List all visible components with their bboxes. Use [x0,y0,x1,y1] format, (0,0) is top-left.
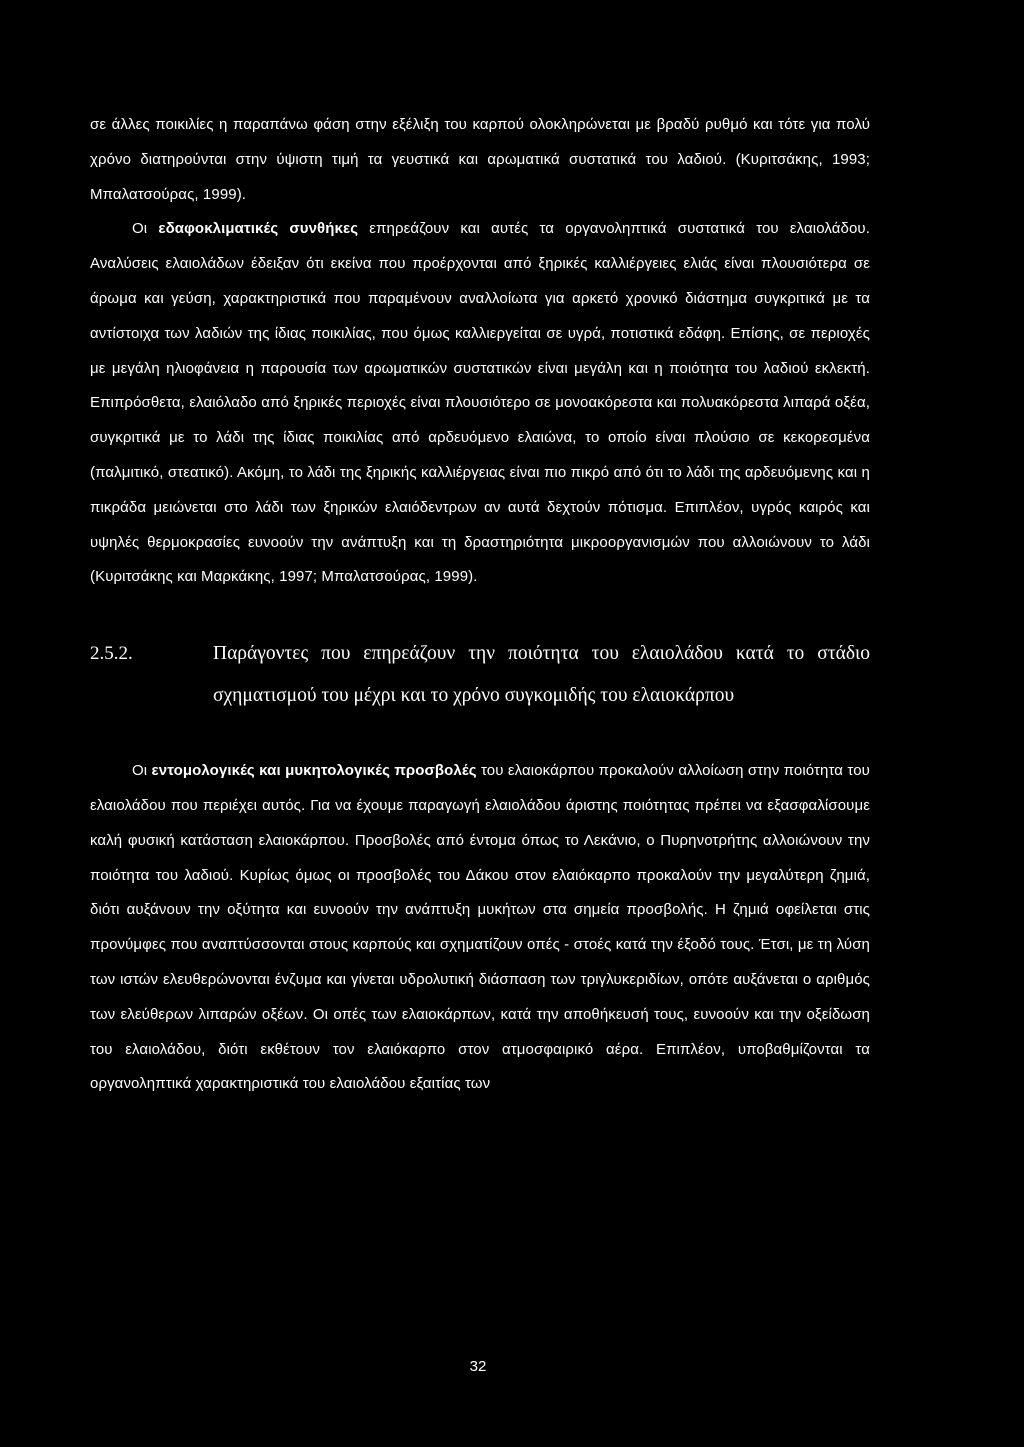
paragraph-soil-climate [90,212,870,595]
document-page [90,108,870,1102]
paragraph-pests [90,754,870,1102]
paragraph-3-intro: Οι [132,762,148,780]
paragraph-continuation [90,108,870,212]
section-number: 2.5.2. [90,643,133,665]
paragraph-2-text: επηρεάζουν και αυτές τα οργανοληπτικά συστατικά του ελαιολάδου. Αναλύσεις ελαιολάδων έδειξαν ότι εκείνα που προέρχονται από ξηρικές καλλιέργειες ελιάς είναι πλουσιότερα σε άρωμα και γεύση, χαρακτηριστικά που παραμένουν αναλλοίωτα για αρκετό χρονικό διάστημα συγκριτικά με τα αντίστοιχα των λαδιών της ίδιας ποικιλίας, που όμως καλλιεργείται σε υγρά, ποτιστικά εδάφη. Επίσης, σε περιοχές με μεγάλη ηλιοφάνεια η παρουσία των αρωματικών συστατικών είναι μεγάλη και η ποιότητα του λαδιού εκλεκτή. Επιπρόσθετα, ελαιόλαδο από ξηρικές περιοχές είναι πλουσιότερο σε μονοακόρεστα και πολυακόρεστα λιπαρά οξέα, συγκριτικά με το λάδι της ίδιας ποικιλίας από αρδευόμενο ελαιώνα, το οποίο είναι πλούσιο σε κεκορεσμένα (παλμιτικό, στεατικό). Ακόμη, το λάδι της ξηρικής καλλιέργειας είναι πιο πικρό από ότι το λάδι της αρδευόμενης και η πικράδα μειώνεται στο λάδι των ξηρικών ελαιόδεντρων αν αυτά δεχτούν πότισμα. Επιπλέον, υγρός καιρός και υψηλές θερμοκρασίες ευνοούν την ανάπτυξη και τη δραστηριότητα μικροοργανισμών που αλλοιώνουν το λάδι (Κυριτσάκης και Μαρκάκης, 1997; Μπαλατσούρας, 1999). [90,220,870,586]
paragraph-2-bold-term: εδαφοκλιματικές συνθήκες [158,220,359,238]
paragraph-1-text: σε άλλες ποικιλίες η παραπάνω φάση στην εξέλιξη του καρπού ολοκληρώνεται με βραδύ ρυθμό και τότε για πολύ χρόνο διατηρούνται στην ύψιστη τιμή τα γευστικά και αρωματικά συστατικά του λαδιού. (Κυριτσάκης, 1993; Μπαλατσούρας, 1999). [90,116,870,203]
paragraph-3-bold-term-1: εντομολογικές [151,762,255,780]
section-title: Παράγοντες που επηρεάζουν την ποιότητα του ελαιολάδου κατά το στάδιο σχηματισμού του μέχρι και το χρόνο συγκομιδής του ελαιοκάρπου [213,643,870,706]
page-number: 32 [469,1358,487,1375]
paragraph-2-intro: Οι [132,220,148,238]
section-heading [90,633,870,716]
paragraph-3-bold-term-2: μυκητολογικές προσβολές [285,762,477,780]
paragraph-3-connector: και [259,762,281,780]
paragraph-3-text: του ελαιοκάρπου προκαλούν αλλοίωση στην ποιότητα του ελαιολάδου που περιέχει αυτός. Για να έχουμε παραγωγή ελαιολάδου άριστης ποιότητας πρέπει να εξασφαλίσουμε καλή φυσική κατάσταση ελαιοκάρπου. Προσβολές από έντομα όπως το Λεκάνιο, ο Πυρηνοτρήτης αλλοιώνουν την ποιότητα του λαδιού. Κυρίως όμως οι προσβολές του Δάκου στον ελαιόκαρπο προκαλούν την μεγαλύτερη ζημιά, διότι αυξάνουν την οξύτητα και ευνοούν την ανάπτυξη μυκήτων στα σημεία προσβολής. Η ζημιά οφείλεται στις προνύμφες που αναπτύσσονται στους καρπούς και σχηματίζουν οπές - στοές κατά την έξοδό τους. Έτσι, με τη λύση των ιστών ελευθερώνονται ένζυμα και γίνεται υδρολυτική διάσπαση των τριγλυκεριδίων, οπότε αυξάνεται ο αριθμός των ελεύθερων λιπαρών οξέων. Οι οπές των ελαιοκάρπων, κατά την αποθήκευσή τους, ευνοούν και την οξείδωση του ελαιολάδου, διότι εκθέτουν τον ελαιόκαρπο στον ατμοσφαιρικό αέρα. Επιπλέον, υποβαθμίζονται τα οργανοληπτικά χαρακτηριστικά του ελαιολάδου εξαιτίας των [90,762,870,1093]
